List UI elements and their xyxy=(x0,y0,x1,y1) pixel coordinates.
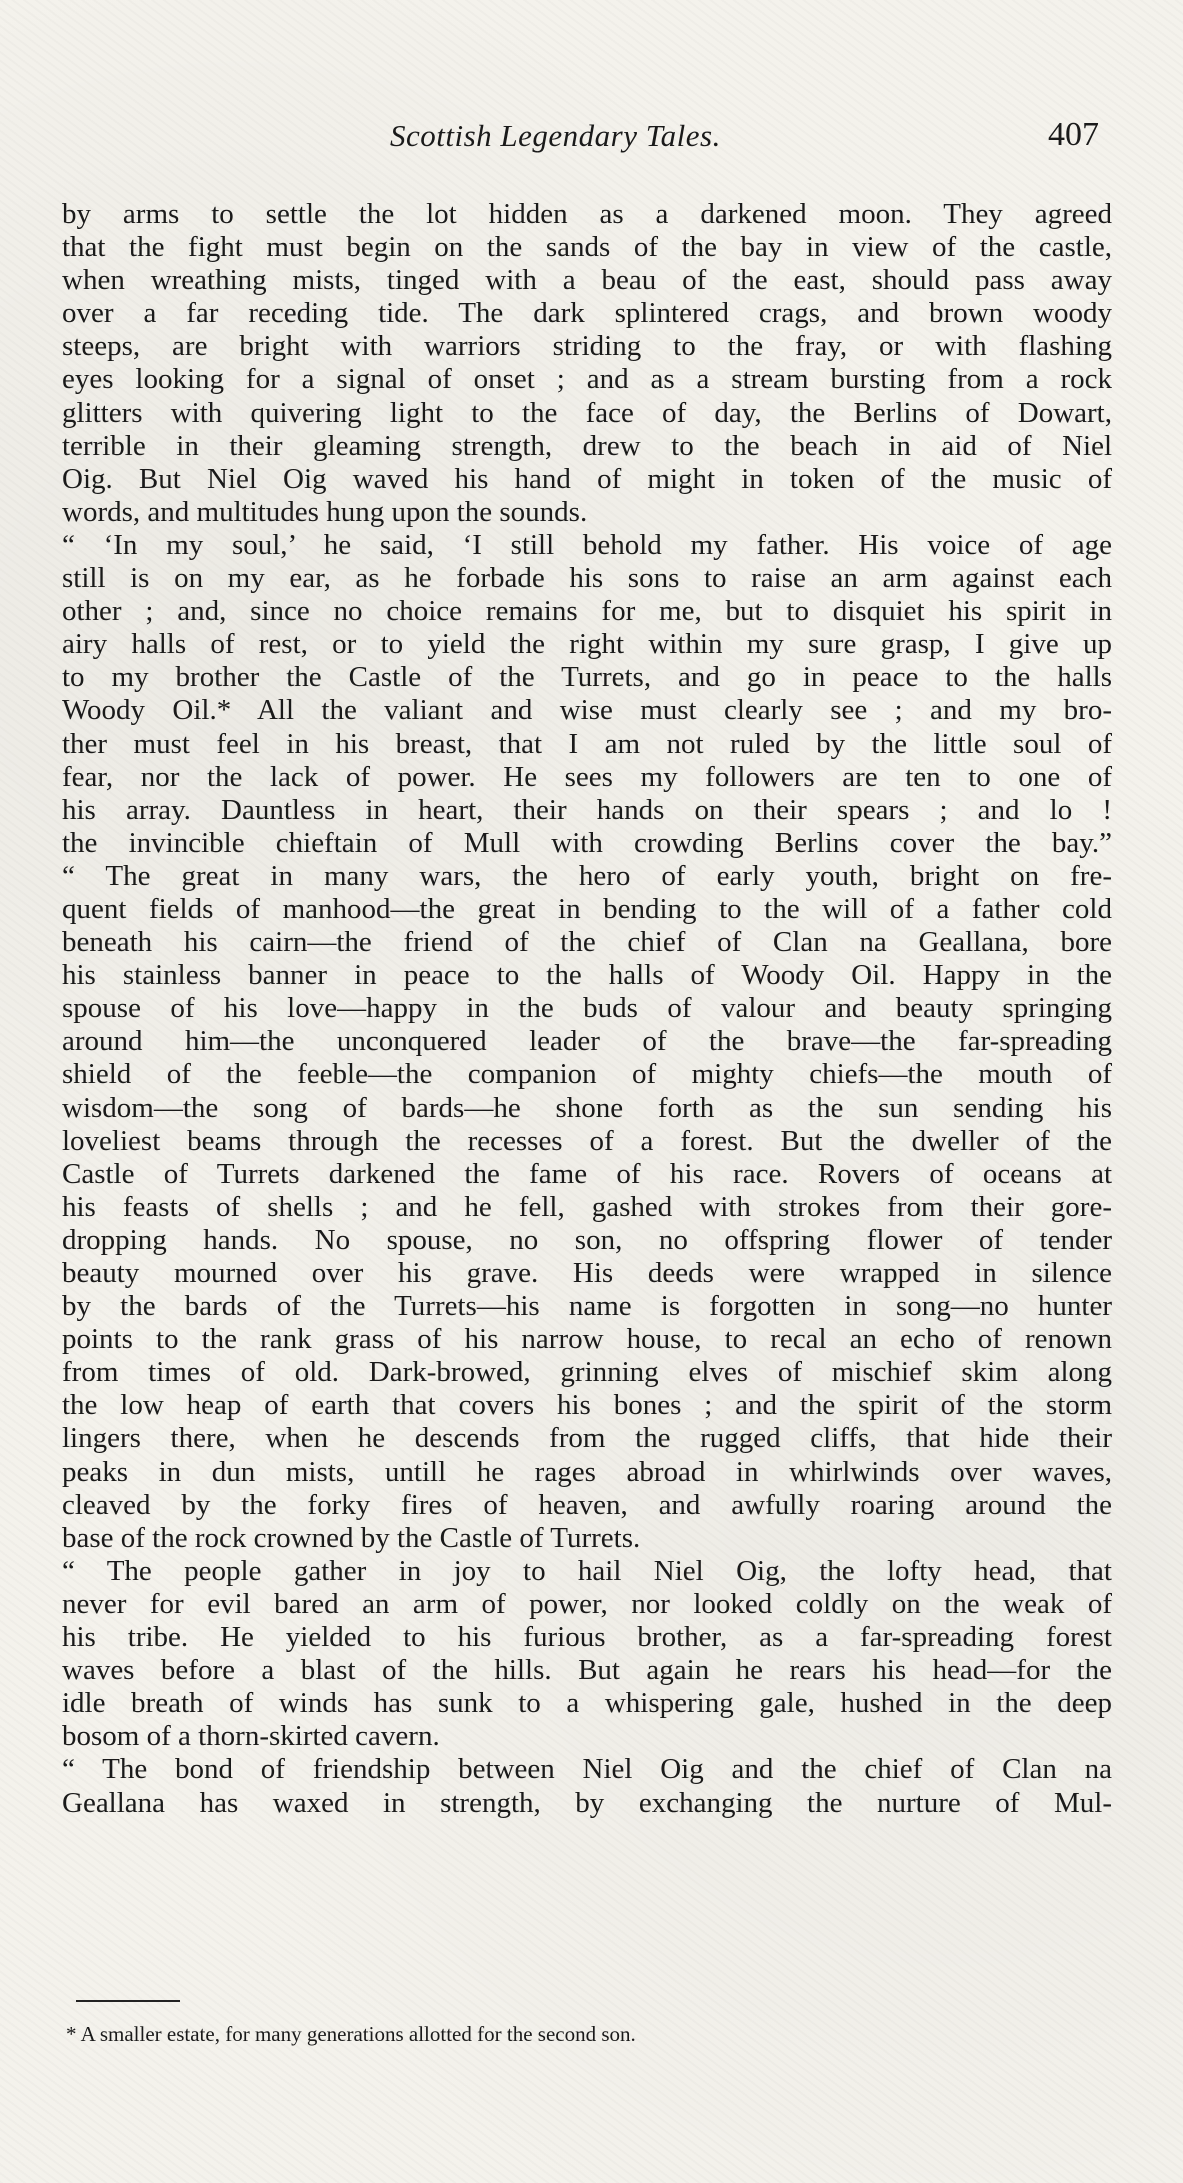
text-line: other ; and, since no choice remains for me, but to disquiet his spirit in xyxy=(62,595,1112,628)
text-line: the low heap of earth that covers his bones ; and the spirit of the storm xyxy=(62,1389,1112,1422)
text-line: “ The great in many wars, the hero of early youth, bright on fre- xyxy=(62,859,1112,892)
text-line: from times of old. Dark-browed, grinning elves of mischief skim along xyxy=(62,1356,1112,1389)
text-line: never for evil bared an arm of power, nor looked coldly on the weak of xyxy=(62,1587,1112,1620)
text-line: that the fight must begin on the sands of the bay in view of the castle, xyxy=(62,231,1112,264)
text-line: his tribe. He yielded to his furious brother, as a far-spreading forest xyxy=(62,1621,1112,1654)
text-line: wisdom—the song of bards—he shone forth as the sun sending his xyxy=(62,1091,1112,1124)
text-line: bosom of a thorn-skirted cavern. xyxy=(62,1720,440,1753)
text-line: dropping hands. No spouse, no son, no offspring flower of tender xyxy=(62,1223,1112,1256)
page-number: 407 xyxy=(1048,116,1099,153)
footnote: * A smaller estate, for many generations allotted for the second son. xyxy=(66,2022,636,2046)
text-line: by arms to settle the lot hidden as a darkened moon. They agreed xyxy=(62,198,1112,230)
text-line: cleaved by the forky fires of heaven, and awfully roaring around the xyxy=(62,1488,1112,1521)
text-line: still is on my ear, as he forbade his sons to raise an arm against each xyxy=(62,562,1112,595)
text-line: words, and multitudes hung upon the sounds. xyxy=(62,495,588,528)
text-line: his array. Dauntless in heart, their hands on their spears ; and lo ! xyxy=(62,793,1112,826)
text-line: when wreathing mists, tinged with a beau of the east, should pass away xyxy=(62,264,1112,297)
footnote-rule xyxy=(76,2000,180,2002)
text-line: “ ‘In my soul,’ he said, ‘I still behold my father. His voice of age xyxy=(62,528,1112,561)
text-line: his feasts of shells ; and he fell, gashed with strokes from their gore- xyxy=(62,1190,1112,1223)
text-line: peaks in dun mists, untill he rages abroad in whirlwinds over waves, xyxy=(62,1455,1112,1488)
text-line: his stainless banner in peace to the halls of Woody Oil. Happy in the xyxy=(62,959,1112,992)
text-line: shield of the feeble—the companion of mighty chiefs—the mouth of xyxy=(62,1058,1112,1091)
text-line: base of the rock crowned by the Castle of Turrets. xyxy=(62,1521,641,1554)
text-line: Geallana has waxed in strength, by exchanging the nurture of Mul- xyxy=(62,1786,1112,1819)
text-line: to my brother the Castle of the Turrets, and go in peace to the halls xyxy=(62,661,1112,694)
text-line: points to the rank grass of his narrow house, to recal an echo of renown xyxy=(62,1323,1112,1356)
text-line: Oig. But Niel Oig waved his hand of might in token of the music of xyxy=(62,462,1112,495)
text-line: waves before a blast of the hills. But again he rears his head—for the xyxy=(62,1654,1112,1687)
text-line: glitters with quivering light to the face of day, the Berlins of Dowart, xyxy=(62,396,1112,429)
text-line: airy halls of rest, or to yield the right within my sure grasp, I give up xyxy=(62,628,1112,661)
text-line: the invincible chieftain of Mull with crowding Berlins cover the bay.” xyxy=(62,826,1112,859)
text-line: fear, nor the lack of power. He sees my followers are ten to one of xyxy=(62,760,1112,793)
text-line: idle breath of winds has sunk to a whispering gale, hushed in the deep xyxy=(62,1687,1112,1720)
text-line: quent fields of manhood—the great in bending to the will of a father cold xyxy=(62,892,1112,925)
text-line: loveliest beams through the recesses of a forest. But the dweller of the xyxy=(62,1124,1112,1157)
page-header xyxy=(0,112,1183,162)
text-line: over a far receding tide. The dark splintered crags, and brown woody xyxy=(62,297,1112,330)
text-line: “ The people gather in joy to hail Niel Oig, the lofty head, that xyxy=(62,1554,1112,1587)
text-line: spouse of his love—happy in the buds of valour and beauty springing xyxy=(62,992,1112,1025)
text-line: beauty mourned over his grave. His deeds were wrapped in silence xyxy=(62,1257,1112,1289)
text-line: “ The bond of friendship between Niel Oig and the chief of Clan na xyxy=(62,1753,1112,1786)
text-line: around him—the unconquered leader of the brave—the far-spreading xyxy=(62,1025,1112,1058)
text-line: terrible in their gleaming strength, drew to the beach in aid of Niel xyxy=(62,429,1112,462)
text-line: steeps, are bright with warriors striding to the fray, or with flashing xyxy=(62,330,1112,363)
text-line: Castle of Turrets darkened the fame of his race. Rovers of oceans at xyxy=(62,1157,1112,1190)
text-line: lingers there, when he descends from the rugged cliffs, that hide their xyxy=(62,1422,1112,1455)
running-title: Scottish Legendary Tales. xyxy=(390,118,721,153)
text-line: ther must feel in his breast, that I am not ruled by the little soul of xyxy=(62,727,1112,760)
body-text xyxy=(62,198,1112,1820)
text-line: by the bards of the Turrets—his name is forgotten in song—no hunter xyxy=(62,1290,1112,1323)
text-line: Woody Oil.* All the valiant and wise must clearly see ; and my bro- xyxy=(62,694,1112,727)
text-line: beneath his cairn—the friend of the chief of Clan na Geallana, bore xyxy=(62,926,1112,959)
text-line: eyes looking for a signal of onset ; and as a stream bursting from a rock xyxy=(62,363,1112,396)
